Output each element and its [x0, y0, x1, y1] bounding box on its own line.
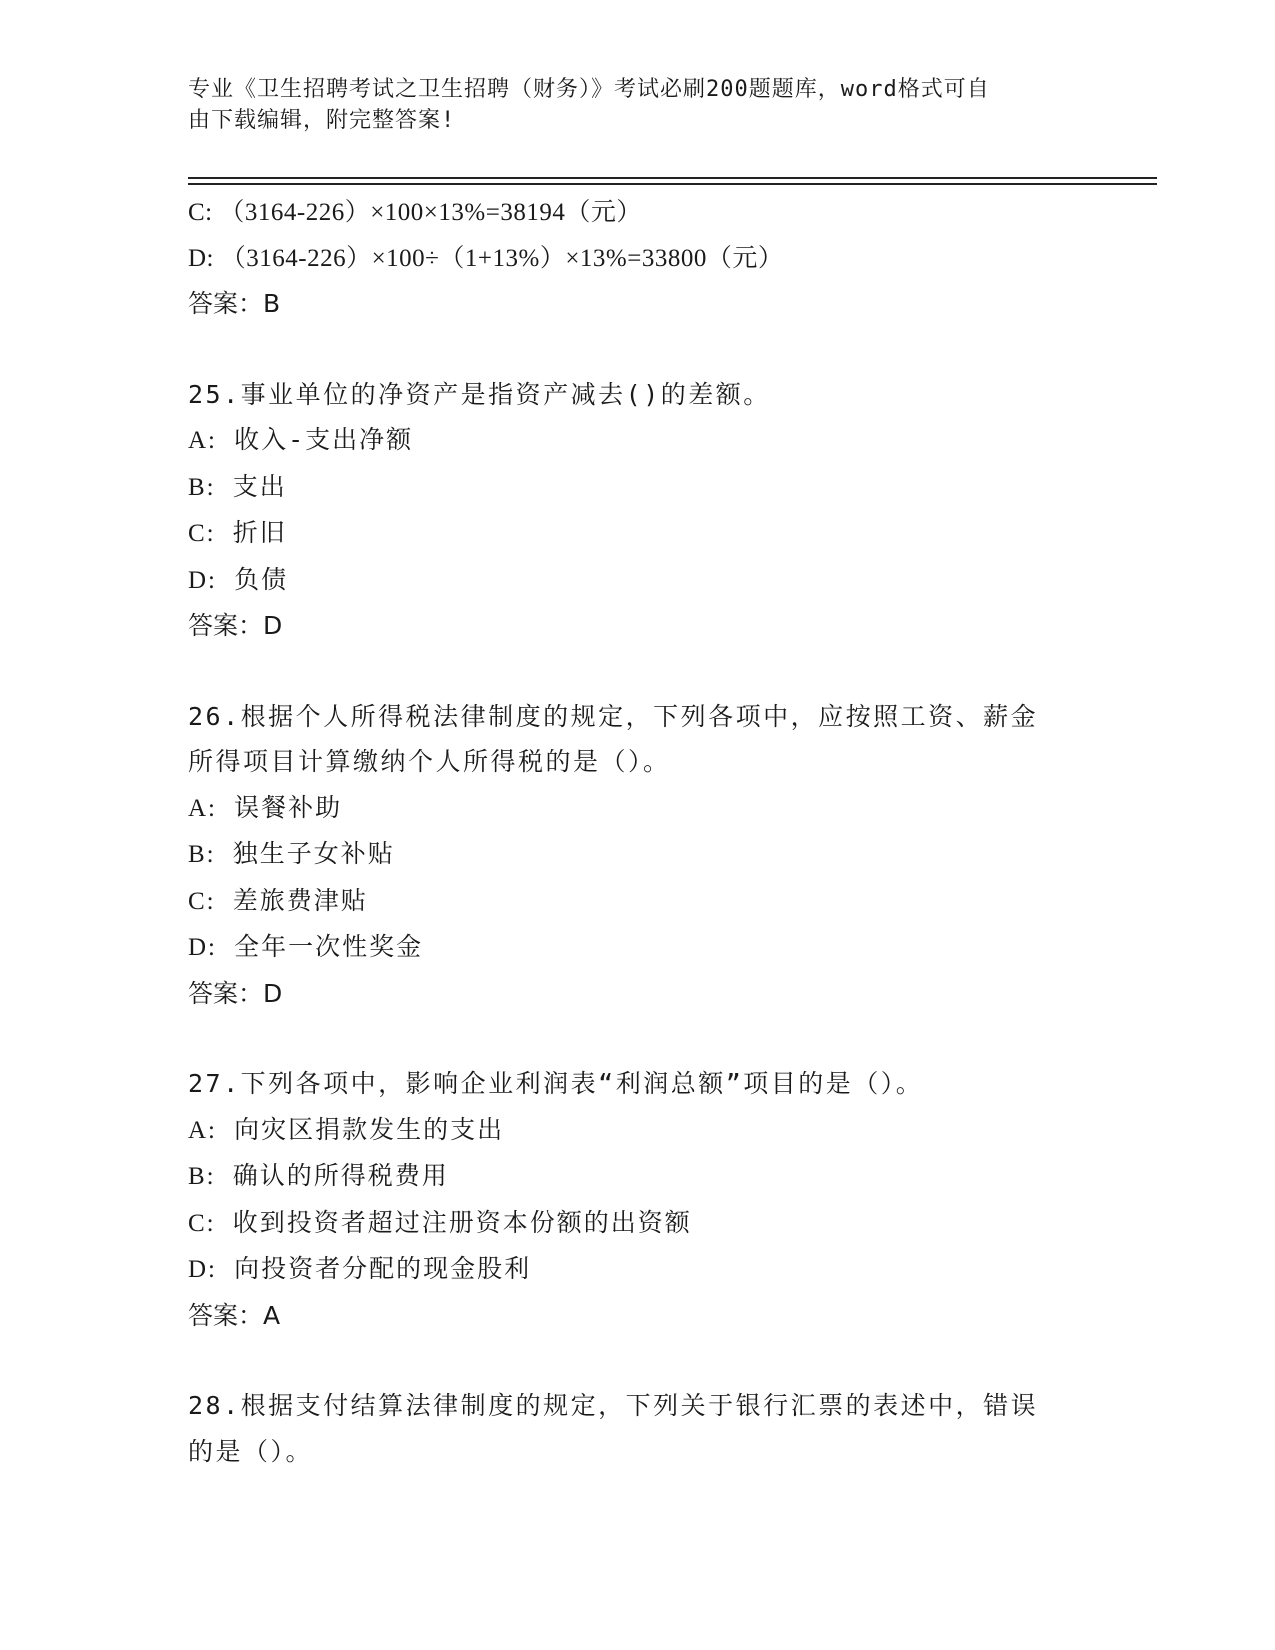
option-label: D: [188, 1256, 217, 1283]
document-body [188, 190, 1088, 1474]
question-stem [188, 694, 1068, 785]
option-label: D: [188, 934, 217, 961]
option-label: A: [188, 794, 217, 822]
option-label: B: [188, 1163, 216, 1190]
answer-line: 答案：A [188, 1300, 281, 1330]
option-text: （3164-226）×100×13%=38194（元） [219, 199, 642, 226]
option-label: A: [188, 427, 217, 454]
option-text: 向投资者分配的现金股利 [234, 1254, 532, 1283]
option-label: B: [188, 841, 216, 868]
option-a [188, 1107, 1088, 1154]
question-text-line-2: 的是（）。 [188, 1436, 314, 1466]
option-d [188, 236, 1088, 282]
question-number: 28. [188, 1391, 241, 1420]
option-a [188, 785, 1088, 832]
header-divider-top [188, 177, 1157, 179]
option-text: 全年一次性奖金 [234, 932, 424, 961]
question-block-25 [188, 372, 1088, 649]
option-d [188, 1246, 1088, 1293]
question-text-line-2: 所得项目计算缴纳个人所得税的是（）。 [188, 747, 671, 776]
spacer [188, 1338, 1088, 1383]
option-label: C: [188, 520, 216, 547]
answer-line: 答案：D [188, 611, 283, 640]
spacer [188, 327, 1088, 372]
option-label: C: [188, 199, 213, 226]
option-b [188, 464, 1088, 511]
question-number: 27. [188, 1069, 241, 1098]
option-text: （3164-226）×100÷（1+13%）×13%=33800（元） [220, 244, 784, 272]
question-block-27 [188, 1061, 1088, 1338]
option-b [188, 831, 1088, 878]
header-line-1: 专业《卫生招聘考试之卫生招聘（财务）》考试必刷200题题库，word格式可自 [188, 77, 990, 102]
option-label: C: [188, 887, 216, 915]
question-text-line-1: 根据支付结算法律制度的规定，下列关于银行汇票的表述中，错误 [240, 1391, 1039, 1420]
question-stem [188, 1061, 1068, 1107]
option-text: 负债 [234, 564, 289, 594]
option-c [188, 190, 1088, 236]
header-divider-bottom [188, 183, 1157, 185]
option-label: C: [188, 1209, 216, 1237]
option-c [188, 510, 1088, 557]
option-d [188, 557, 1088, 604]
option-text: 支出 [232, 471, 287, 501]
spacer [188, 649, 1088, 694]
spacer [188, 1016, 1088, 1061]
question-stem [188, 1383, 1068, 1474]
option-b [188, 1153, 1088, 1200]
question-number: 26. [188, 701, 241, 731]
question-text: 下列各项中，影响企业利润表“利润总额”项目的是（）。 [240, 1069, 924, 1098]
option-text: 确认的所得税费用 [232, 1161, 449, 1190]
option-text: 向灾区捐款发生的支出 [234, 1114, 505, 1144]
question-number: 25. [188, 379, 241, 409]
question-block-26 [188, 694, 1088, 1017]
option-label: B: [188, 473, 216, 501]
option-text: 独生子女补贴 [232, 839, 395, 868]
option-text: 收入-支出净额 [234, 425, 414, 454]
answer-line: 答案：D [188, 978, 283, 1008]
question-block-24 [188, 190, 1088, 327]
option-text: 差旅费津贴 [232, 885, 368, 915]
option-text: 收到投资者超过注册资本份额的出资额 [232, 1207, 692, 1237]
question-stem [188, 372, 1068, 418]
answer-line: 答案：B [188, 289, 281, 318]
option-d [188, 924, 1088, 971]
option-text: 折旧 [232, 518, 287, 547]
option-label: D: [188, 244, 214, 272]
question-block-28 [188, 1383, 1088, 1474]
question-text: 事业单位的净资产是指资产减去()的差额。 [240, 379, 771, 409]
header-line-2: 由下载编辑，附完整答案! [188, 108, 456, 133]
question-text-line-1: 根据个人所得税法律制度的规定，下列各项中，应按照工资、薪金 [240, 701, 1039, 731]
document-header [188, 74, 1088, 136]
option-text: 误餐补助 [234, 792, 343, 822]
option-label: A: [188, 1116, 217, 1144]
option-label: D: [188, 566, 217, 594]
option-c [188, 878, 1088, 925]
option-a [188, 417, 1088, 464]
option-c [188, 1200, 1088, 1247]
